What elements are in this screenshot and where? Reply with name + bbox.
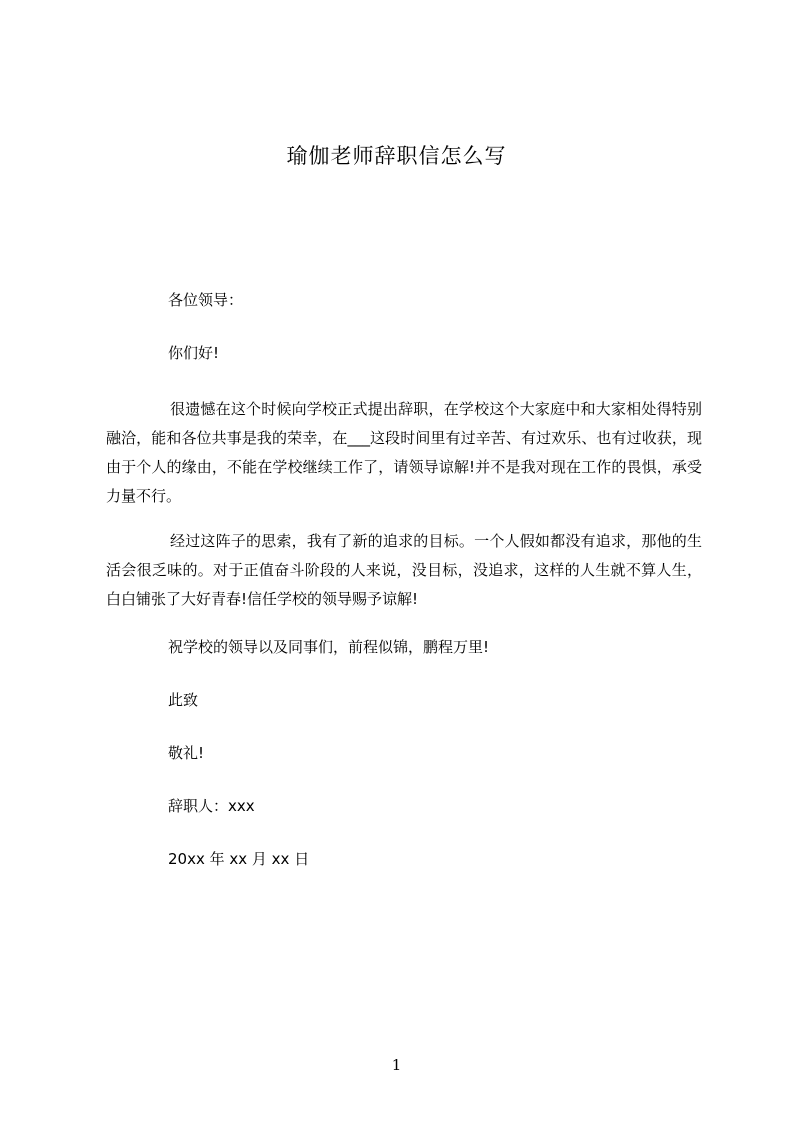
- greeting: 你们好!: [168, 344, 220, 362]
- salutation: 各位领导：: [168, 291, 244, 309]
- document-title: 瑜伽老师辞职信怎么写: [286, 144, 507, 168]
- wish-line: 祝学校的领导以及同事们，前程似锦，鹏程万里!: [168, 638, 490, 656]
- body-paragraph-1: 很遗憾在这个时候向学校正式提出辞职，在学校这个大家庭中和大家相处得特别融洽，能和各位共事是我的荣幸，在___这段时间里有过辛苦、有过欢乐、也有过收获，现由于个人的缘由，不能在学校继续工作了，请领导谅解!并不是我对现在工作的畏惧，承受力量不行。: [106, 400, 702, 505]
- closing-line-1: 此致: [168, 691, 199, 709]
- closing-line-2: 敬礼!: [168, 744, 205, 762]
- signature-line: 辞职人：xxx: [168, 797, 255, 815]
- date-line: 20xx 年 xx 月 xx 日: [168, 850, 310, 868]
- page-number: 1: [391, 1056, 402, 1074]
- body-paragraph-2: 经过这阵子的思索，我有了新的追求的目标。一个人假如都没有追求，那他的生活会很乏味的。对于正值奋斗阶段的人来说，没目标，没追求，这样的人生就不算人生，白白铺张了大好青春!信任学校的领导赐予谅解!: [106, 532, 702, 608]
